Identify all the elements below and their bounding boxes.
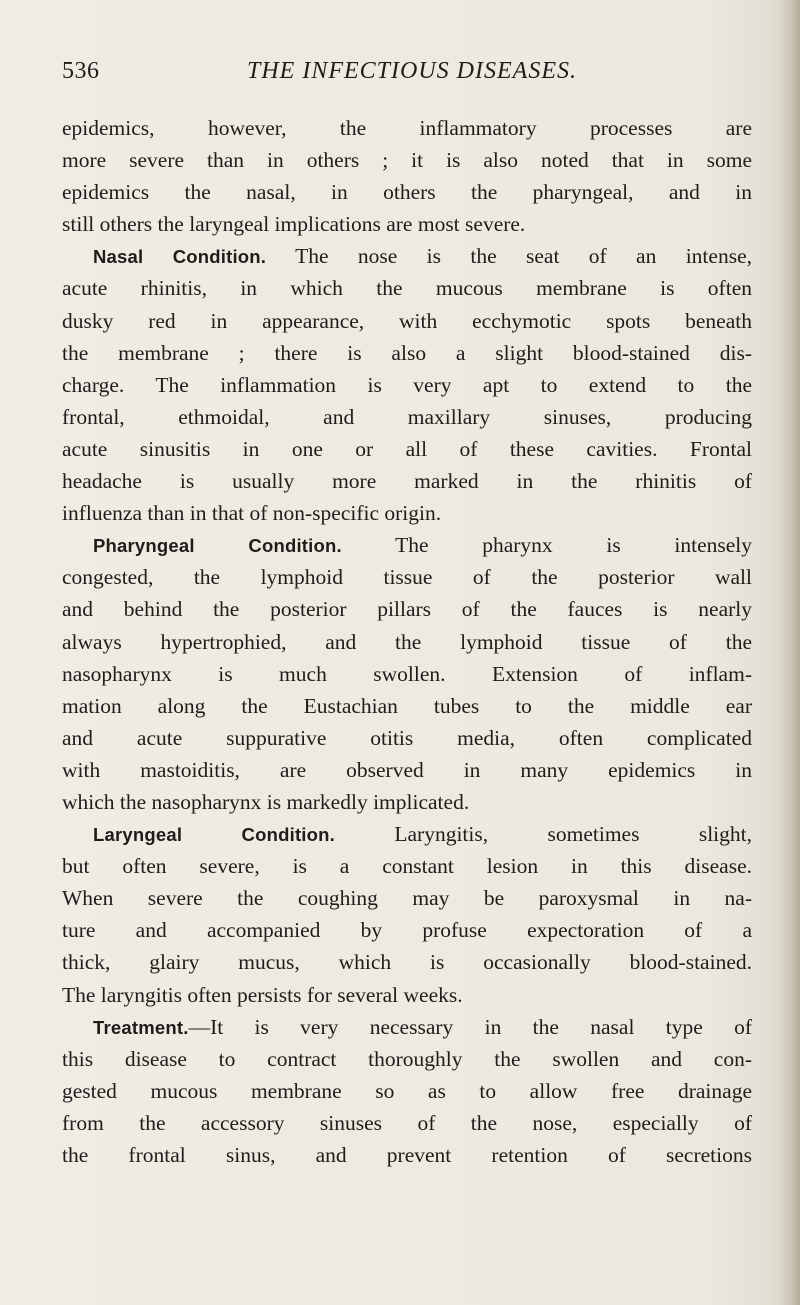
text-line — [62, 818, 752, 850]
line-text: but often severe, is a constant lesion in this disease. — [62, 854, 752, 879]
text-line — [62, 754, 752, 786]
line-text: epidemics, however, the inflammatory processes are — [62, 116, 752, 140]
line-text: the membrane ; there is also a slight blood-stained dis- — [62, 340, 752, 365]
text-line — [62, 369, 752, 401]
text-line — [62, 529, 752, 561]
line-text: still others the laryngeal implications are most severe. — [62, 212, 526, 237]
running-title: THE INFECTIOUS DISEASES. — [247, 58, 577, 84]
text-line — [62, 144, 752, 176]
text-line — [62, 882, 752, 914]
text-line — [62, 240, 752, 272]
text-line — [62, 850, 752, 882]
text-line — [62, 593, 752, 625]
line-text: influenza than in that of non-specific origin. — [62, 501, 442, 526]
text-line — [62, 465, 752, 497]
text-line — [62, 561, 752, 593]
text-line — [62, 979, 752, 1011]
section-heading-pharyngeal: Pharyngeal Condition. — [93, 535, 342, 557]
line-text: —It is very necessary in the nasal type of — [188, 1014, 752, 1039]
page-number: 536 — [62, 58, 100, 84]
line-text: congested, the lymphoid tissue of the posterior wall — [62, 565, 752, 590]
line-text: mation along the Eustachian tubes to the middle ear — [62, 693, 752, 718]
line-text: epidemics the nasal, in others the pharyngeal, and in — [62, 180, 752, 205]
line-text: which the nasopharynx is markedly implicated. — [62, 789, 470, 814]
line-text: acute rhinitis, in which the mucous membrane is often — [62, 276, 752, 301]
line-text: and acute suppurative otitis media, often complicated — [62, 725, 752, 750]
line-text: The nose is the seat of an intense, — [266, 244, 752, 269]
section-heading-nasal: Nasal Condition. — [93, 246, 267, 268]
text-line — [62, 946, 752, 978]
page-header — [62, 58, 762, 98]
text-line — [62, 176, 752, 208]
line-text: and behind the posterior pillars of the fauces is nearly — [62, 597, 752, 622]
line-text: frontal, ethmoidal, and maxillary sinuses, producing — [62, 404, 752, 429]
line-text: The laryngitis often persists for several weeks. — [62, 982, 463, 1007]
text-line — [62, 626, 752, 658]
text-line — [62, 497, 752, 529]
text-line — [62, 1043, 752, 1075]
line-text: always hypertrophied, and the lymphoid tissue of the — [62, 629, 752, 654]
text-line — [62, 401, 752, 433]
body-text — [62, 112, 752, 1171]
line-text: Laryngitis, sometimes slight, — [334, 822, 752, 847]
line-text: charge. The inflammation is very apt to extend to the — [62, 372, 752, 397]
section-heading-treatment: Treatment. — [93, 1016, 189, 1038]
text-line — [62, 1139, 752, 1171]
line-text: dusky red in appearance, with ecchymotic spots beneath — [62, 308, 752, 333]
text-line — [62, 690, 752, 722]
text-line — [62, 1107, 752, 1139]
text-line — [62, 1075, 752, 1107]
line-text: When severe the coughing may be paroxysmal in na- — [62, 886, 752, 911]
text-line — [62, 272, 752, 304]
text-line — [62, 914, 752, 946]
line-text: thick, glairy mucus, which is occasionally blood-stained. — [62, 950, 752, 975]
text-line — [62, 337, 752, 369]
section-heading-laryngeal: Laryngeal Condition. — [93, 824, 335, 846]
text-line — [62, 786, 752, 818]
line-text: The pharynx is intensely — [341, 533, 752, 558]
line-text: gested mucous membrane so as to allow free drainage — [62, 1078, 752, 1103]
text-line — [62, 1011, 752, 1043]
page-edge-shadow — [778, 0, 800, 1305]
text-line — [62, 433, 752, 465]
line-text: with mastoiditis, are observed in many epidemics in — [62, 757, 752, 782]
text-line — [62, 112, 752, 144]
line-text: ture and accompanied by profuse expectoration of a — [62, 918, 752, 943]
text-line — [62, 658, 752, 690]
line-text: more severe than in others ; it is also noted that in some — [62, 148, 752, 173]
text-line — [62, 305, 752, 337]
text-line — [62, 722, 752, 754]
line-text: from the accessory sinuses of the nose, especially of — [62, 1110, 752, 1135]
line-text: the frontal sinus, and prevent retention of secretions — [62, 1143, 752, 1167]
line-text: this disease to contract thoroughly the swollen and con- — [62, 1046, 752, 1071]
line-text: headache is usually more marked in the rhinitis of — [62, 469, 752, 494]
line-text: acute sinusitis in one or all of these cavities. Frontal — [62, 436, 752, 461]
line-text: nasopharynx is much swollen. Extension of inflam- — [62, 661, 752, 686]
text-line — [62, 208, 752, 240]
